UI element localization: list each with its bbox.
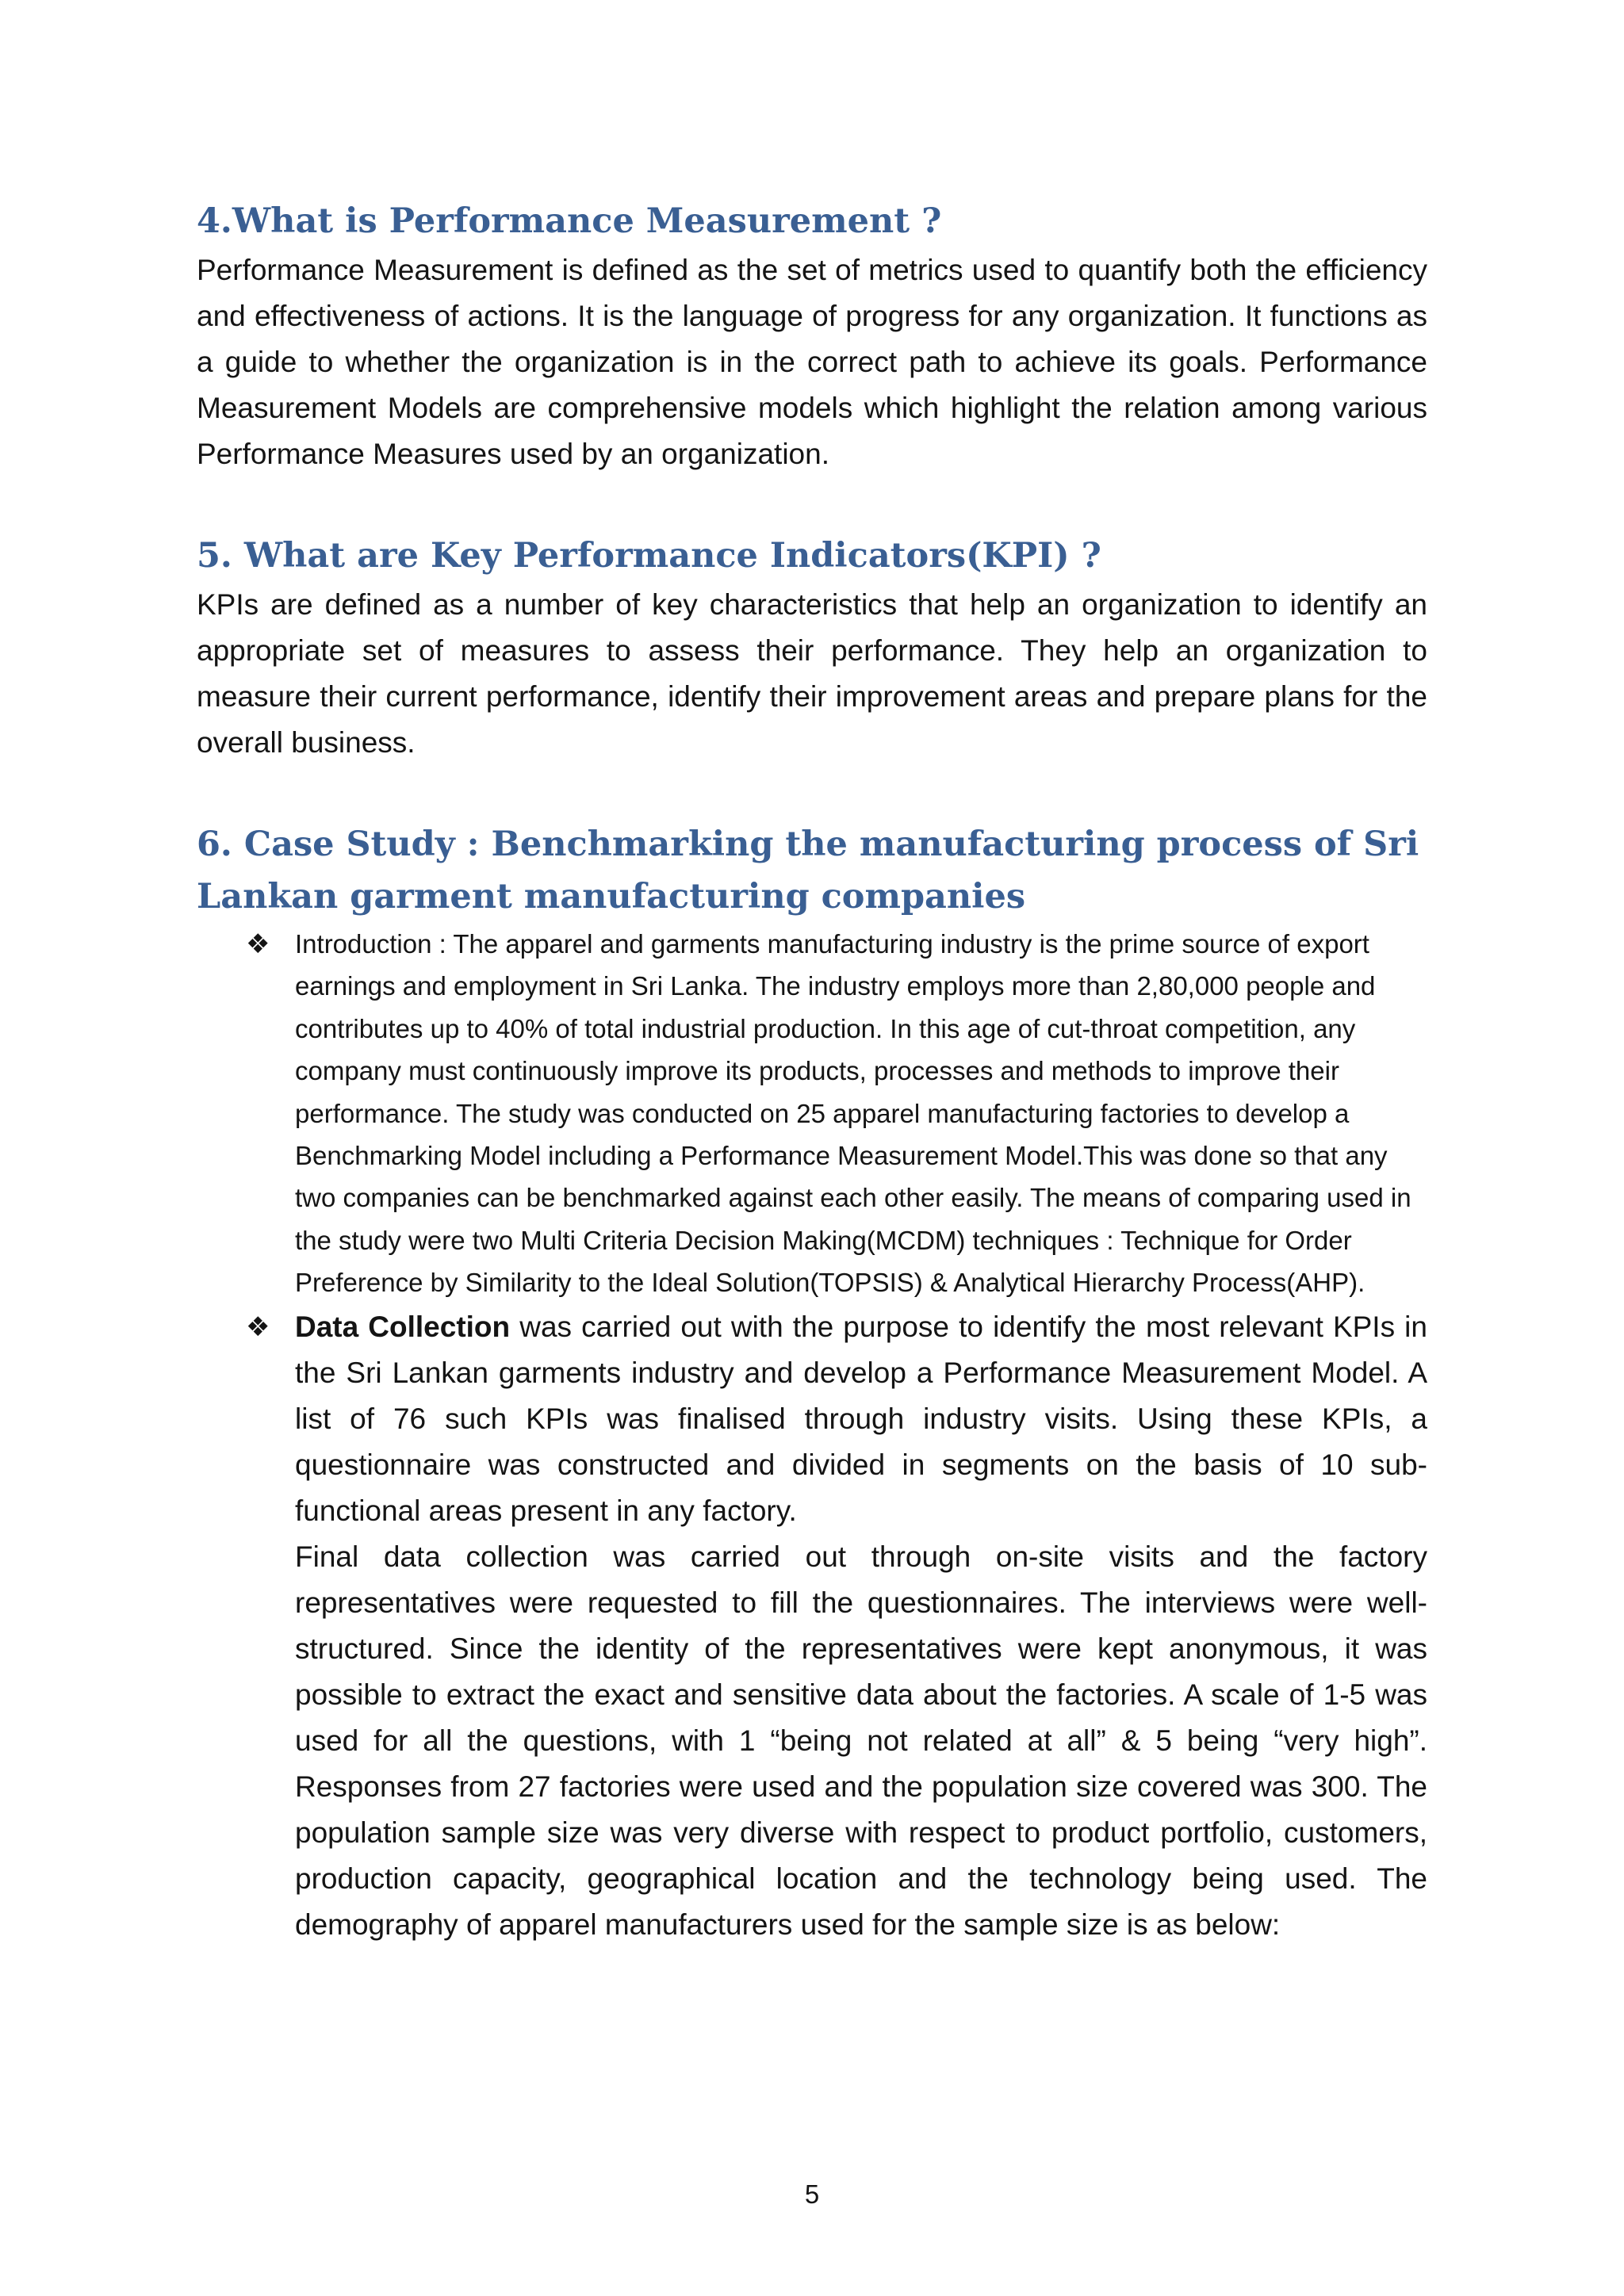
introduction-text: Introduction : The apparel and garments manufacturing industry is the prime source of export earnings and employment in Sri Lanka. The industry employs more than 2,80,000 people and contributes up to 40% of total industrial production. In this age of cut-throat competition, any company must continuously improve its products, processes and methods to improve their performance. The study was conducted on 25 apparel manufacturing factories to develop a Benchmarking Model including a Performance Measurement Model.This was done so that any two companies can be benchmarked against each other easily. The means of comparing used in the study were two Multi Criteria Decision Making(MCDM) techniques : Technique for Order Preference by Similarity to the Ideal Solution(TOPSIS) & Analytical Hierarchy Process(AHP). xyxy=(295,929,1411,1298)
bullet-data-collection xyxy=(197,1304,1427,1948)
section-4-title: 4.What is Performance Measurement ? xyxy=(197,201,942,241)
section-spacer xyxy=(197,477,1427,530)
section-5-title: 5. What are Key Performance Indicators(KPI) ? xyxy=(197,536,1101,576)
section-4-body: Performance Measurement is defined as the set of metrics used to quantify both the efficiency and effectiveness of actions. It is the language of progress for any organization. It functions as a guide to whether the organization is in the correct path to achieve its goals. Performance Measurement Models are comprehensive models which highlight the relation among various Performance Measures used by an organization. xyxy=(197,254,1427,470)
data-collection-paragraph-2: Final data collection was carried out through on-site visits and the factory representatives were requested to fill the questionnaires. The interviews were well-structured. Since the identity of the representatives were kept anonymous, it was possible to extract the exact and sensitive data about the factories. A scale of 1-5 was used for all the questions, with 1 “being not related at all” & 5 being “very high”. Responses from 27 factories were used and the population size covered was 300. The population sample size was very diverse with respect to product portfolio, customers, production capacity, geographical location and the technology being used. The demography of apparel manufacturers used for the sample size is as below: xyxy=(295,1540,1427,1941)
section-6-title-line-2: Lankan garment manufacturing companies xyxy=(197,877,1026,916)
diamond-bullet-icon: ❖ xyxy=(246,1311,270,1342)
section-spacer xyxy=(197,766,1427,818)
case-study-bullet-list xyxy=(197,923,1427,1948)
section-5-body: KPIs are defined as a number of key characteristics that help an organization to identify an appropriate set of measures to assess their performance. They help an organization to measure their current performance, identify their improvement areas and prepare plans for the overall business. xyxy=(197,588,1427,759)
bullet-introduction xyxy=(197,923,1427,1304)
page-number: 5 xyxy=(804,2179,820,2209)
data-collection-rest: was carried out with the purpose to identify the most relevant KPIs in the Sri Lankan garments industry and develop a Performance Measurement Model. A list of 76 such KPIs was finalised through industry visits. Using these KPIs, a questionnaire was constructed and divided in segments on the basis of 10 sub-functional areas present in any factory. xyxy=(295,1310,1427,1527)
data-collection-lead: Data Collection xyxy=(295,1310,511,1343)
data-collection-text xyxy=(295,1304,1427,1534)
diamond-bullet-icon: ❖ xyxy=(246,929,270,959)
section-6-title xyxy=(197,818,1427,923)
page-content xyxy=(197,195,1427,1948)
section-6-title-line-1: 6. Case Study : Benchmarking the manufacturing process of Sri xyxy=(197,825,1419,864)
